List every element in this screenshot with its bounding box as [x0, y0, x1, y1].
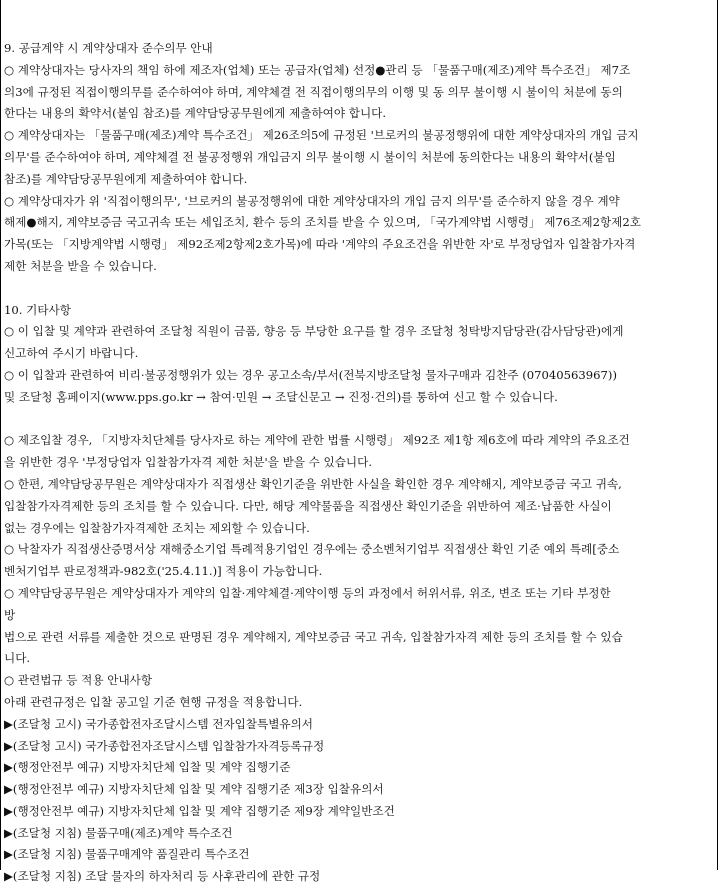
section-10-line: ▶(조달청 고시) 국가종합전자조달시스템 전자입찰특별유의서	[4, 716, 314, 731]
section-9-line: ○ 계약상대자가 위 '직접이행의무', '브로커의 불공정행위에 대한 계약상대자의 개입 금지 의무'를 준수하지 않을 경우 계약	[4, 193, 620, 208]
section-10-line: ○ 관련법규 등 적용 안내사항	[4, 673, 153, 688]
notice-document	[4, 38, 716, 888]
section-10-line: ○ 한편, 계약담당공무원은 계약상대자가 직접생산 확인기준을 위반한 사실을 확인한 경우 계약해지, 계약보증금 국고 귀속,	[4, 476, 622, 491]
section-10-line: 을 위반한 경우 '부정당업자 입찰참가자격 제한 처분'을 받을 수 있습니다.	[4, 455, 373, 470]
section-9-line: 제한 처분을 받을 수 있습니다.	[4, 258, 157, 273]
section-9-line: 참조)를 계약담당공무원에게 제출하여야 합니다.	[4, 171, 248, 186]
section-10-line: 없는 경우에는 입찰참가자격제한 조치는 제외할 수 있습니다.	[4, 520, 310, 535]
section-10-line: 입찰참가자격제한 등의 조치를 할 수 있습니다. 다만, 해당 계약물품을 직접생산 확인기준을 위반하여 제조·납품한 사실이	[4, 498, 612, 513]
section-10-line: ▶(조달청 지침) 조달 물자의 하자처리 등 사후관리에 관한 규정	[4, 869, 321, 884]
section-10-line: ○ 낙찰자가 직접생산증명서상 재해중소기업 특례적용기업인 경우에는 중소벤처기업부 직접생산 확인 기준 예외 특례[중소	[4, 542, 620, 557]
spacer	[4, 409, 716, 431]
section-10-body-a	[4, 321, 716, 408]
section-10-line: 방	[4, 607, 16, 622]
spacer	[4, 278, 716, 300]
section-9-line: 의3에 규정된 직접이행의무를 준수하여야 하며, 계약체결 전 직접이행의무의 이행 및 동 의무 불이행 시 불이익 처분에 동의	[4, 84, 623, 99]
section-9-line: 해제●해지, 계약보증금 국고귀속 또는 세입조치, 환수 등의 조치를 받을 수 있으며, 「국가계약법 시행령」 제76조제2항제2호	[4, 215, 641, 230]
section-10-heading: 10. 기타사항	[4, 302, 71, 317]
section-10-body-b	[4, 430, 716, 888]
section-10-line: 니다.	[4, 651, 31, 666]
section-10-line: ▶(행정안전부 예규) 지방자치단체 입찰 및 계약 집행기준	[4, 760, 291, 775]
section-9-line: ○ 계약상대자는 「물품구매(제조)계약 특수조건」 제26조의5에 규정된 '브로커의 불공정행위에 대한 계약상대자의 개입 금지	[4, 128, 639, 143]
section-10-line: 법으로 관련 서류를 제출한 것으로 판명된 경우 계약해지, 계약보증금 국고 귀속, 입찰참가자격 제한 등의 조치를 할 수 있습	[4, 629, 623, 644]
section-10-line: 및 조달청 홈페이지(www.pps.go.kr → 참여·민원 → 조달신문고 → 진정·건의)를 통하여 신고 할 수 있습니다.	[4, 389, 558, 404]
section-9-line: 가목(또는 「지방계약법 시행령」 제92조제2항제2호가목)에 따라 '계약의 주요조건을 위반한 자'로 부정당업자 입찰참가자격	[4, 237, 636, 252]
section-10-line: ○ 이 입찰과 관련하여 비리·불공정행위가 있는 경우 공고소속/부서(전북지방조달청 물자구매과 김찬주 (07040563967))	[4, 367, 617, 382]
section-10-line: ▶(행정안전부 예규) 지방자치단체 입찰 및 계약 집행기준 제3장 입찰유의서	[4, 782, 384, 797]
section-10-line: ○ 계약담당공무원은 계약상대자가 계약의 입찰·계약체결·계약이행 등의 과정에서 허위서류, 위조, 변조 또는 기타 부정한	[4, 585, 611, 600]
section-9-line: 한다는 내용의 확약서(붙임 참조)를 계약담당공무원에게 제출하여야 합니다.	[4, 106, 387, 121]
section-10-line: 벤처기업부 판로정책과-982호('25.4.11.)] 적용이 가능합니다.	[4, 564, 323, 579]
section-9-body	[4, 60, 716, 278]
section-10-line: ▶(조달청 고시) 국가종합전자조달시스템 입찰참가자격등록규정	[4, 738, 325, 753]
section-10-line: ▶(조달청 지침) 물품구매계약 품질관리 특수조건	[4, 847, 250, 862]
section-10-line: ▶(조달청 지침) 물품구매(제조)계약 특수조건	[4, 825, 233, 840]
section-9-heading: 9. 공급계약 시 계약상대자 준수의무 안내	[4, 41, 213, 55]
section-10-line: ▶(행정안전부 예규) 지방자치단체 입찰 및 계약 집행기준 제9장 계약일반조건	[4, 803, 395, 818]
section-10-line: ○ 이 입찰 및 계약과 관련하여 조달청 직원이 금품, 향응 등 부당한 요구를 할 경우 조달청 청탁방지담당관(감사담당관)에게	[4, 324, 624, 339]
section-10-line: ○ 제조입찰 경우, 「지방자치단체를 당사자로 하는 계약에 관한 법률 시행령」 제92조 제1항 제6호에 따라 계약의 주요조건	[4, 433, 630, 448]
section-10-line: 신고하여 주시기 바랍니다.	[4, 346, 139, 361]
section-10-line: 아래 관련규정은 입찰 공고일 기준 현행 규정을 적용합니다.	[4, 694, 303, 709]
section-9-line: 의무'를 준수하여야 하며, 계약체결 전 불공정행위 개입금지 의무 불이행 시 불이익 처분에 동의한다는 내용의 확약서(붙임	[4, 149, 616, 164]
section-9-line: ○ 계약상대자는 당사자의 책임 하에 제조자(업체) 또는 공급자(업체) 선정●관리 등 「물품구매(제조)계약 특수조건」 제7조	[4, 62, 631, 77]
